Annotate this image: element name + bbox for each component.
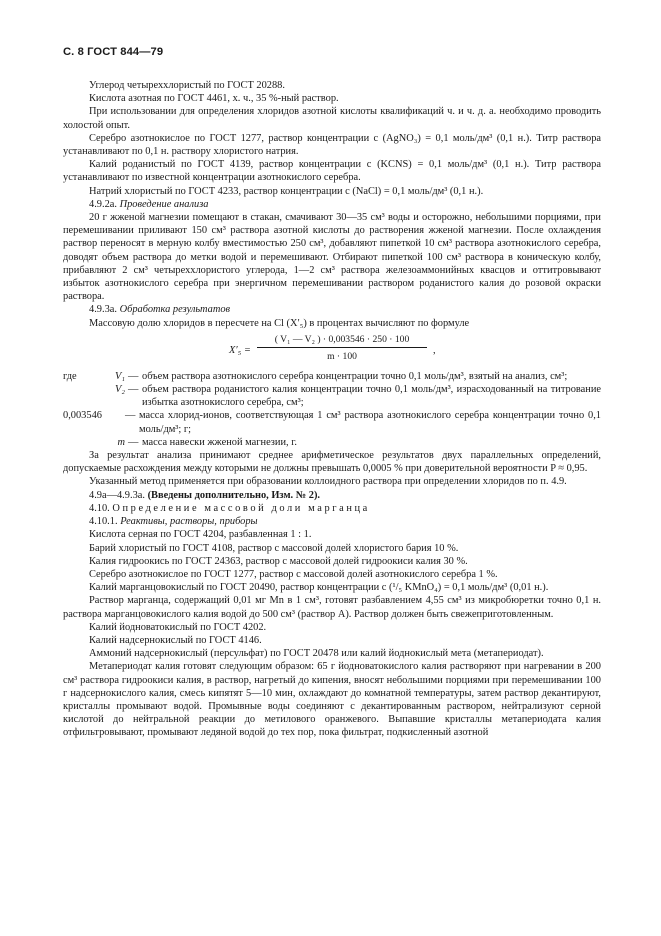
paragraph: Серебро азотнокислое по ГОСТ 1277, раствор концентрации c (AgNO₃) = 0,1 моль/дм³ (0,1 н.). Титр раствора устанавливают по 0,1 н. раствору хлористого натрия. xyxy=(63,132,601,158)
section-number: 4.10. xyxy=(89,502,110,514)
section-heading xyxy=(63,515,601,528)
paragraph: Указанный метод применяется при образовании коллоидного раствора при определении хлоридов по п. 4.9. xyxy=(89,476,567,488)
section-title: Реактивы, растворы, приборы xyxy=(120,516,258,528)
section-heading xyxy=(63,502,601,515)
section-number: 4.9.2а. xyxy=(89,198,117,210)
paragraph: Серебро азотнокислое по ГОСТ 1277, раствор с массовой долей азотнокислого серебра 1 %. xyxy=(89,568,498,580)
paragraph: Натрий хлористый по ГОСТ 4233, раствор концентрации c (NaCl) = 0,1 моль/дм³ (0,1 н.). xyxy=(89,185,484,197)
definition-m xyxy=(63,436,601,449)
paragraph: Кислота азотная по ГОСТ 4461, х. ч., 35 %-ный раствор. xyxy=(89,93,339,105)
where-label: где xyxy=(63,370,77,382)
section-title: Определение массовой доли марганца xyxy=(112,502,370,514)
definition-symbol: V₂ xyxy=(115,384,125,396)
section-heading xyxy=(63,198,601,211)
paragraph: Раствор марганца, содержащий 0,01 мг Mn в 1 см³, готовят разбавлением 4,55 см³ из микробюретки точно 0,1 н. раствора марганцовокислого калия водой до 500 см³ (раствор А). Раствор должен быть свежеприготовленным. xyxy=(63,595,601,620)
formula-numerator: ( V₁ — V₂ ) · 0,003546 · 250 · 100 xyxy=(274,333,410,345)
paragraph: Углерод четыреххлористый по ГОСТ 20288. xyxy=(89,80,285,91)
definition-text: объем раствора азотнокислого серебра концентрации точно 0,1 моль/дм³, взятый на анализ, см³; xyxy=(142,370,568,382)
definition-text: объем раствора роданистого калия концентрации точно 0,1 моль/дм³, израсходованный на титрование избытка азотнокислого серебра, см³; xyxy=(142,384,601,409)
paragraph: Калия гидроокись по ГОСТ 24363, раствор с массовой долей гидроокиси калия 30 %. xyxy=(89,555,468,567)
amendment-note xyxy=(63,489,601,502)
paragraph: За результат анализа принимают среднее арифметическое результатов двух параллельных определений, допускаемые расхождения между которыми не должны превышать 0,0005 % при доверительной вероятности P ≈ 0,95. xyxy=(63,450,601,475)
paragraph: Массовую долю хлоридов в пересчете на Cl (X′₅) в процентах вычисляют по формуле xyxy=(89,317,470,329)
section-number: 4.10.1. xyxy=(89,516,118,528)
paragraph: Калий йодноватокислый по ГОСТ 4202. xyxy=(89,621,267,633)
formula-lhs: X′₅ = xyxy=(229,344,251,356)
definition-text: масса навески жженой магнезии, г. xyxy=(142,436,297,448)
paragraph: Барий хлористый по ГОСТ 4108, раствор с массовой долей хлористого бария 10 %. xyxy=(89,542,459,554)
paragraph: При использовании для определения хлоридов азотной кислоты квалификаций ч. и ч. д. а. необходимо проводить холостой опыт. xyxy=(63,106,601,131)
amendment-range: 4.9а—4.9.3а. xyxy=(89,489,145,501)
section-heading xyxy=(63,303,601,316)
definition-symbol: m xyxy=(117,436,125,448)
paragraph: Метапериодат калия готовят следующим образом: 65 г йодноватокислого калия растворяют при нагревании в 200 см³ раствора гидроокиси калия, в раствор, нагретый до кипения, вносят небольшими порциями при перемешивании 100 г надсернокислого калия, смесь кипятят 5—10 мин, охлаждают до комнатной температуры, затем раствор декантируют, кристаллы промывают водой. Промывные воды соединяют с декантированным раствором, нейтрализуют серной кислотой до нейтральной реакции до метилового оранжевого. Выпавшие кристаллы метапериодата калия отфильтровывают, промывают ледяной водой до тех пор, пока фильтрат, подкисленный азотной xyxy=(63,661,601,739)
definition-symbol: V₁ xyxy=(115,370,125,382)
page-body xyxy=(63,79,601,740)
paragraph: Калий марганцовокислый по ГОСТ 20490, раствор концентрации c (¹/₅ KMnO₄) = 0,1 моль/дм³ (0,01 н.). xyxy=(89,582,549,594)
definition-dash: — xyxy=(128,384,139,396)
definition-text: масса хлорид-ионов, соответствующая 1 см³ раствора азотнокислого серебра концентрации точно 0,1 моль/дм³; г; xyxy=(139,410,601,435)
paragraph: Калий роданистый по ГОСТ 4139, раствор концентрации c (KCNS) = 0,1 моль/дм³ (0,1 н.). Титр раствора устанавливают по известной концентрации азотнокислого серебра. xyxy=(63,159,601,184)
paragraph: Аммоний надсернокислый (персульфат) по ГОСТ 20478 или калий йоднокислый мета (метапериодат). xyxy=(89,648,544,660)
paragraph: Кислота серная по ГОСТ 4204, разбавленная 1 : 1. xyxy=(89,529,312,541)
formula-tail: , xyxy=(433,344,436,356)
paragraph: 20 г жженой магнезии помещают в стакан, смачивают 30—35 см³ воды и осторожно, небольшими порциями, при перемешивании приливают 150 см³ раствора азотной кислоты до растворения жженой магнезии. После охлаждения раствор переносят в мерную колбу вместимостью 250 см³, добавляют пипеткой 10 см³ раствора азотнокислого серебра, доводят объем раствора до метки водой и перемешивают. Отбирают пипеткой 100 см³ раствора в коническую колбу, прибавляют 2 см³ четыреххлористого углерода, 1—2 см³ раствора железоаммонийных квасцов и оттитровывают избыток азотнокислого серебра при энергичном перемешивании раствором роданистого калия до розовой окраски раствора. xyxy=(63,212,601,303)
amendment-text: (Введены дополнительно, Изм. № 2). xyxy=(147,489,321,501)
section-number: 4.9.3а. xyxy=(89,304,117,316)
paragraph: Калий надсернокислый по ГОСТ 4146. xyxy=(89,634,262,646)
definition-constant xyxy=(63,409,601,435)
definition-v1 xyxy=(63,370,601,383)
page-header: С. 8 ГОСТ 844—79 xyxy=(63,46,164,58)
formula xyxy=(63,332,601,368)
definition-v2 xyxy=(63,383,601,409)
section-title: Проведение анализа xyxy=(119,198,209,210)
definition-dash: — xyxy=(125,410,136,422)
section-title: Обработка результатов xyxy=(119,304,231,316)
definition-dash: — xyxy=(128,436,139,448)
definition-dash: — xyxy=(128,370,139,382)
formula-fraction-bar xyxy=(257,347,427,348)
formula-denominator: m · 100 xyxy=(327,350,357,362)
definition-symbol: 0,003546 xyxy=(63,410,102,422)
